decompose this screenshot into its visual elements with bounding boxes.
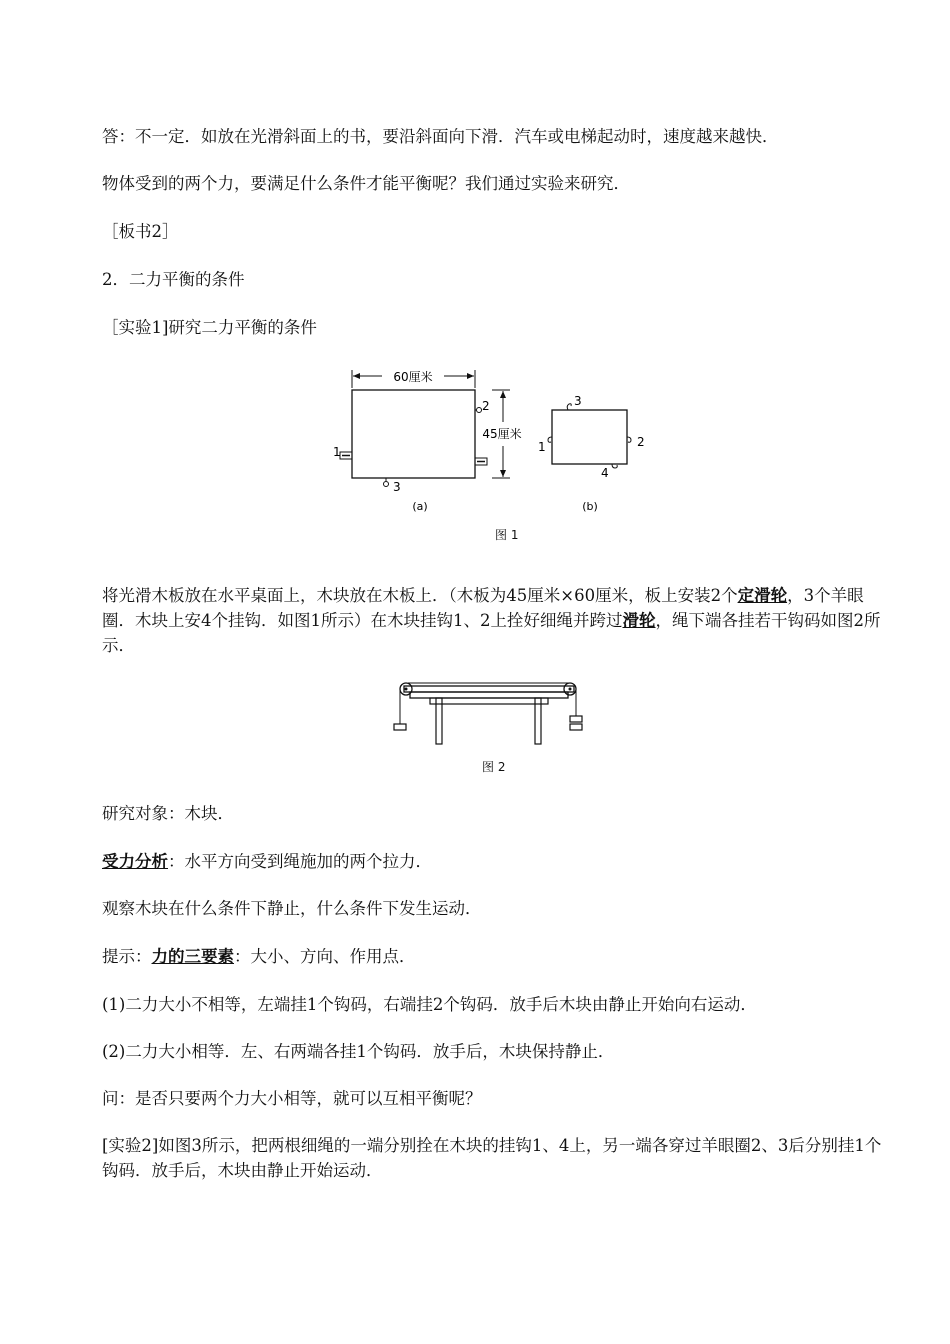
section-heading: 2．二力平衡的条件 [102, 270, 245, 289]
sub-label-a: (a) [412, 500, 428, 513]
force-analysis-line [102, 850, 432, 874]
observe-line: 观察木块在什么条件下静止，什么条件下发生运动． [102, 899, 482, 918]
three-elements-link[interactable]: 力的三要素 [151, 947, 234, 966]
figure-1-caption: 图 1 [495, 528, 519, 542]
b-label-2: 2 [637, 435, 645, 449]
figure-1-svg [320, 360, 680, 520]
b-label-3: 3 [574, 394, 582, 408]
figure-1-diagram [320, 360, 680, 520]
case-1: (1)二力大小不相等，左端挂1个钩码，右端挂2个钩码．放手后木块由静止开始向右运动． [102, 995, 757, 1014]
case-2: (2)二力大小相等．左、右两端各挂1个钩码．放手后，木块保持静止． [102, 1042, 615, 1061]
figure-2-diagram [390, 676, 590, 756]
setup-text-2: ，3个羊眼圈．木块上安4个挂钩．如图1所示）在木块挂钩1、2上拴好细绳并跨过 [102, 586, 864, 630]
force-analysis-text: ：水平方向受到绳施加的两个拉力． [168, 852, 432, 871]
setup-text-3: ，绳下端各挂若干钩码如图2所示． [102, 611, 881, 655]
force-analysis-link[interactable]: 受力分析 [102, 852, 168, 871]
setup-text-1: 将光滑木板放在水平桌面上，木块放在木板上．（木板为45厘米×60厘米，板上安装2个 [102, 586, 738, 605]
a-label-1: 1 [333, 445, 341, 459]
figure-2-caption: 图 2 [482, 760, 506, 774]
board-note-2: ［板书2］ [102, 222, 179, 241]
height-label: 45厘米 [482, 427, 522, 441]
block-rect [552, 410, 627, 464]
sub-label-b: (b) [582, 500, 598, 513]
right-weight-1 [570, 716, 582, 722]
right-weight-2 [570, 724, 582, 730]
experiment-1-title: ［实验1]研究二力平衡的条件 [102, 318, 317, 337]
width-label: 60厘米 [393, 370, 433, 384]
answer-line: 答：不一定．如放在光滑斜面上的书，要沿斜面向下滑．汽车或电梯起动时，速度越来越快． [102, 127, 779, 146]
hint-text: ：大小、方向、作用点． [234, 947, 416, 966]
hint-prefix: 提示： [102, 947, 152, 966]
experiment-2: [实验2]如图3所示，把两根细绳的一端分别拴在木块的挂钩1、4上，另一端各穿过羊眼圈2、3后分别挂1个钩码．放手后，木块由静止开始运动． [102, 1136, 882, 1180]
a-label-2: 2 [482, 399, 490, 413]
board-rect [352, 390, 475, 478]
question-line: 物体受到的两个力，要满足什么条件才能平衡呢？我们通过实验来研究． [102, 174, 630, 193]
b-label-4: 4 [601, 466, 609, 480]
pulley-link[interactable]: 滑轮 [622, 611, 656, 630]
b-label-1: 1 [538, 440, 546, 454]
question-2: 问：是否只要两个力大小相等，就可以互相平衡呢？ [102, 1089, 482, 1108]
left-weight [394, 724, 406, 730]
figure-2-svg [390, 676, 590, 756]
research-object: 研究对象：木块． [102, 804, 234, 823]
fixed-pulley-link[interactable]: 定滑轮 [737, 586, 788, 605]
hint-line [102, 945, 416, 969]
a-label-3: 3 [393, 480, 401, 494]
setup-paragraph [102, 583, 882, 658]
